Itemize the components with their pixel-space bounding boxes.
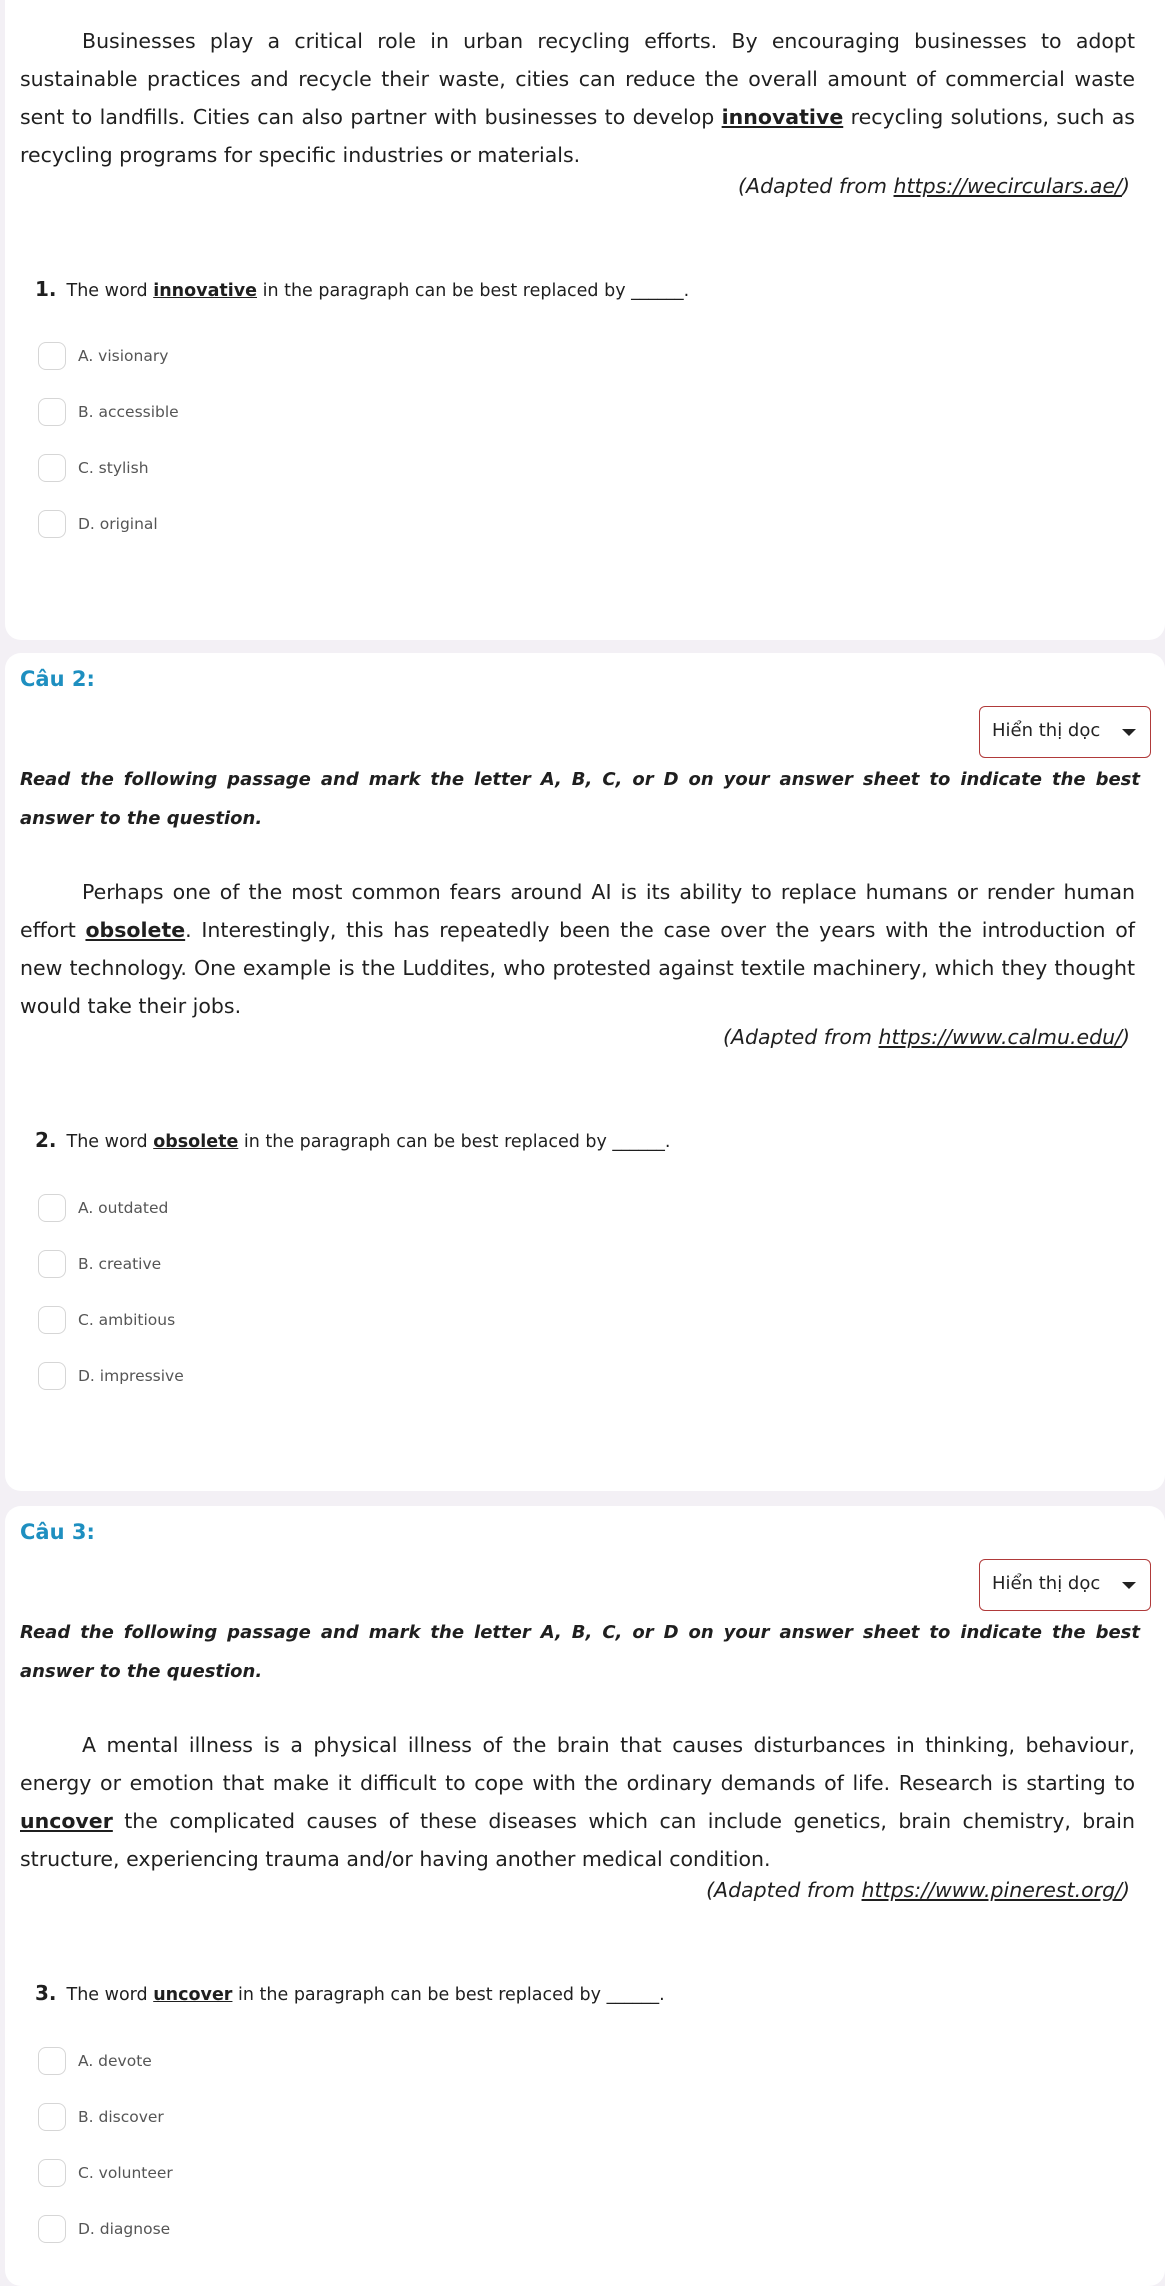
option-a[interactable]: A. visionary [38, 341, 168, 371]
question-number: 2. [35, 1128, 57, 1152]
caret-down-icon [1122, 729, 1136, 736]
question-prompt: 1. The word innovative in the paragraph can be best replaced by ______. [35, 277, 690, 301]
target-word: innovative [153, 281, 258, 301]
source-link[interactable]: https://wecirculars.ae/ [893, 174, 1122, 198]
option-c[interactable]: C. volunteer [38, 2158, 173, 2188]
radio-button[interactable] [38, 1362, 66, 1390]
radio-button[interactable] [38, 1250, 66, 1278]
option-b[interactable]: B. accessible [38, 397, 179, 427]
option-d[interactable]: D. original [38, 509, 158, 539]
passage-source: (Adapted from https://www.calmu.edu/) [723, 1025, 1130, 1049]
radio-button[interactable] [38, 2047, 66, 2075]
highlighted-word: uncover [20, 1809, 113, 1833]
passage-source: (Adapted from https://www.pinerest.org/) [706, 1878, 1130, 1902]
radio-button[interactable] [38, 2215, 66, 2243]
source-link[interactable]: https://www.calmu.edu/ [878, 1025, 1122, 1049]
question-card-1 [5, 0, 1165, 640]
option-d[interactable]: D. impressive [38, 1361, 184, 1391]
passage-source: (Adapted from https://wecirculars.ae/) [738, 174, 1130, 198]
question-prompt: 2. The word obsolete in the paragraph can be best replaced by ______. [35, 1128, 671, 1152]
option-d[interactable]: D. diagnose [38, 2214, 170, 2244]
reading-passage: A mental illness is a physical illness of the brain that causes disturbances in thinking, behaviour, energy or emotion that make it difficult to cope with the ordinary demands of life. Research is starting to uncover the complicated causes of these diseases which can include genetics, brain chemistry, brain structure, experiencing trauma and/or having another medical condition. [20, 1733, 1135, 1871]
radio-button[interactable] [38, 510, 66, 538]
highlighted-word: innovative [721, 105, 844, 129]
option-b[interactable]: B. discover [38, 2102, 164, 2132]
question-title: Câu 3: [20, 1520, 95, 1544]
question-card-3 [5, 1506, 1165, 2286]
radio-button[interactable] [38, 1194, 66, 1222]
option-a[interactable]: A. devote [38, 2046, 152, 2076]
option-c[interactable]: C. stylish [38, 453, 149, 483]
radio-button[interactable] [38, 2103, 66, 2131]
radio-button[interactable] [38, 454, 66, 482]
question-number: 1. [35, 277, 57, 301]
question-title: Câu 2: [20, 667, 95, 691]
radio-button[interactable] [38, 398, 66, 426]
instruction-text: Read the following passage and mark the letter A, B, C, or D on your answer sheet to indicate the best answer to the question. [20, 769, 1140, 829]
reading-passage: Businesses play a critical role in urban recycling efforts. By encouraging businesses to adopt sustainable practices and recycle their waste, cities can reduce the overall amount of commercial waste sent to landfills. Cities can also partner with businesses to develop innovative recycling solutions, such as recycling programs for specific industries or materials. [20, 29, 1135, 167]
question-card-2 [5, 653, 1165, 1491]
display-mode-dropdown[interactable]: Hiển thị dọc [979, 1559, 1151, 1611]
target-word: obsolete [153, 1132, 239, 1152]
question-number: 3. [35, 1981, 57, 2005]
source-link[interactable]: https://www.pinerest.org/ [861, 1878, 1122, 1902]
radio-button[interactable] [38, 1306, 66, 1334]
caret-down-icon [1122, 1582, 1136, 1589]
instruction-text: Read the following passage and mark the letter A, B, C, or D on your answer sheet to indicate the best answer to the question. [20, 1622, 1140, 1682]
target-word: uncover [153, 1985, 233, 2005]
option-c[interactable]: C. ambitious [38, 1305, 175, 1335]
question-prompt: 3. The word uncover in the paragraph can be best replaced by ______. [35, 1981, 665, 2005]
highlighted-word: obsolete [85, 918, 186, 942]
option-b[interactable]: B. creative [38, 1249, 161, 1279]
option-a[interactable]: A. outdated [38, 1193, 168, 1223]
radio-button[interactable] [38, 342, 66, 370]
display-mode-dropdown[interactable]: Hiển thị dọc [979, 706, 1151, 758]
radio-button[interactable] [38, 2159, 66, 2187]
reading-passage: Perhaps one of the most common fears around AI is its ability to replace humans or render human effort obsolete. Interestingly, this has repeatedly been the case over the years with the introduction of new technology. One example is the Luddites, who protested against textile machinery, which they thought would take their jobs. [20, 880, 1136, 1018]
